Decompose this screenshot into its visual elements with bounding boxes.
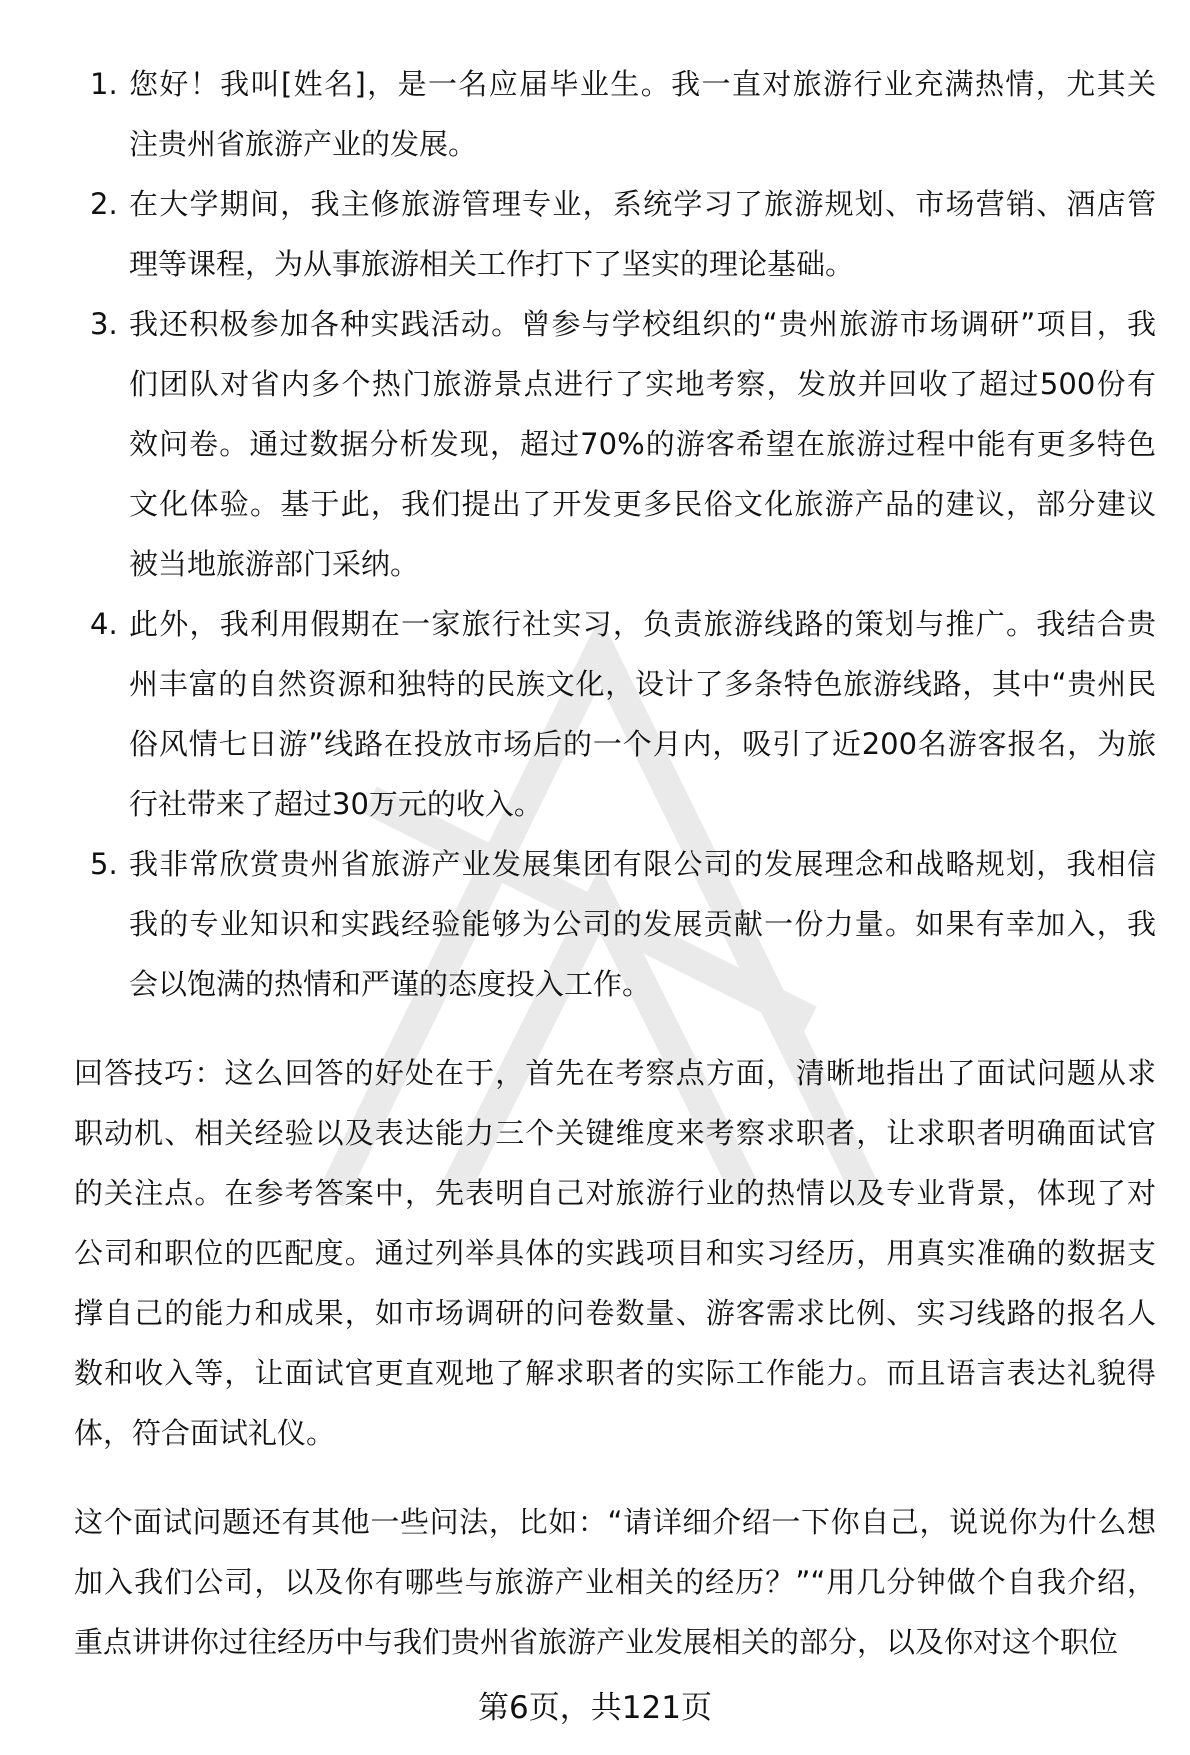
text-line: 撑自己的能力和成果，如市场调研的问卷数量、游客需求比例、实习线路的报名人: [74, 1296, 1156, 1330]
alternative-questions-paragraph: [74, 1492, 1156, 1672]
page-footer: 第6页，共121页: [478, 1690, 712, 1726]
answer-list: [74, 54, 1156, 1014]
text-line: 重点讲讲你过往经历中与我们贵州省旅游产业发展相关的部分，以及你对这个职位: [74, 1625, 1119, 1659]
list-item-number: 2.: [90, 187, 118, 221]
text-line: 加入我们公司，以及你有哪些与旅游产业相关的经历？”“用几分钟做个自我介绍，: [74, 1565, 1156, 1599]
text-line: 我的专业知识和实践经验能够为公司的发展贡献一份力量。如果有幸加入，我: [129, 907, 1156, 941]
text-line: 会以饱满的热情和严谨的态度投入工作。: [129, 967, 652, 1001]
list-item-number: 5.: [90, 847, 118, 881]
text-line: 公司和职位的匹配度。通过列举具体的实践项目和实习经历，用真实准确的数据支: [74, 1236, 1156, 1270]
list-item: [74, 594, 1156, 834]
text-line: 我还积极参加各种实践活动。曾参与学校组织的“贵州旅游市场调研”项目，我: [129, 307, 1156, 341]
text-line: 效问卷。通过数据分析发现，超过70%的游客希望在旅游过程中能有更多特色: [129, 427, 1156, 461]
text-line: 被当地旅游部门采纳。: [129, 547, 420, 581]
text-line: 您好！我叫[姓名]，是一名应届毕业生。我一直对旅游行业充满热情，尤其关: [129, 67, 1156, 101]
text-line: 这个面试问题还有其他一些问法，比如：“请详细介绍一下你自己，说说你为什么想: [74, 1505, 1156, 1539]
text-line: 在大学期间，我主修旅游管理专业，系统学习了旅游规划、市场营销、酒店管: [129, 187, 1156, 221]
list-item: [74, 174, 1156, 294]
text-line: 我非常欣赏贵州省旅游产业发展集团有限公司的发展理念和战略规划，我相信: [129, 847, 1156, 881]
list-item-number: 3.: [90, 307, 118, 341]
text-line: 此外，我利用假期在一家旅行社实习，负责旅游线路的策划与推广。我结合贵: [129, 607, 1156, 641]
text-line: 行社带来了超过30万元的收入。: [129, 787, 543, 821]
text-line: 们团队对省内多个热门旅游景点进行了实地考察，发放并回收了超过500份有: [129, 367, 1156, 401]
text-line: 州丰富的自然资源和独特的民族文化，设计了多条特色旅游线路，其中“贵州民: [129, 667, 1156, 701]
document-body: [74, 54, 1156, 1672]
text-line: 体，符合面试礼仪。: [74, 1416, 336, 1450]
list-item: [74, 54, 1156, 174]
text-line: 文化体验。基于此，我们提出了开发更多民俗文化旅游产品的建议，部分建议: [129, 487, 1156, 521]
text-line: 注贵州省旅游产业的发展。: [129, 127, 478, 161]
text-line: 职动机、相关经验以及表达能力三个关键维度来考察求职者，让求职者明确面试官: [74, 1116, 1156, 1150]
answer-tips-paragraph: [74, 1043, 1156, 1463]
list-item-number: 1.: [90, 67, 118, 101]
list-item-number: 4.: [90, 607, 118, 641]
text-line: 数和收入等，让面试官更直观地了解求职者的实际工作能力。而且语言表达礼貌得: [74, 1356, 1156, 1390]
text-line: 俗风情七日游”线路在投放市场后的一个月内，吸引了近200名游客报名，为旅: [129, 727, 1156, 761]
list-item: [74, 834, 1156, 1014]
text-line: 的关注点。在参考答案中，先表明自己对旅游行业的热情以及专业背景，体现了对: [74, 1176, 1156, 1210]
text-line: 回答技巧：这么回答的好处在于，首先在考察点方面，清晰地指出了面试问题从求: [74, 1056, 1156, 1090]
text-line: 理等课程，为从事旅游相关工作打下了坚实的理论基础。: [129, 247, 855, 281]
list-item: [74, 294, 1156, 594]
